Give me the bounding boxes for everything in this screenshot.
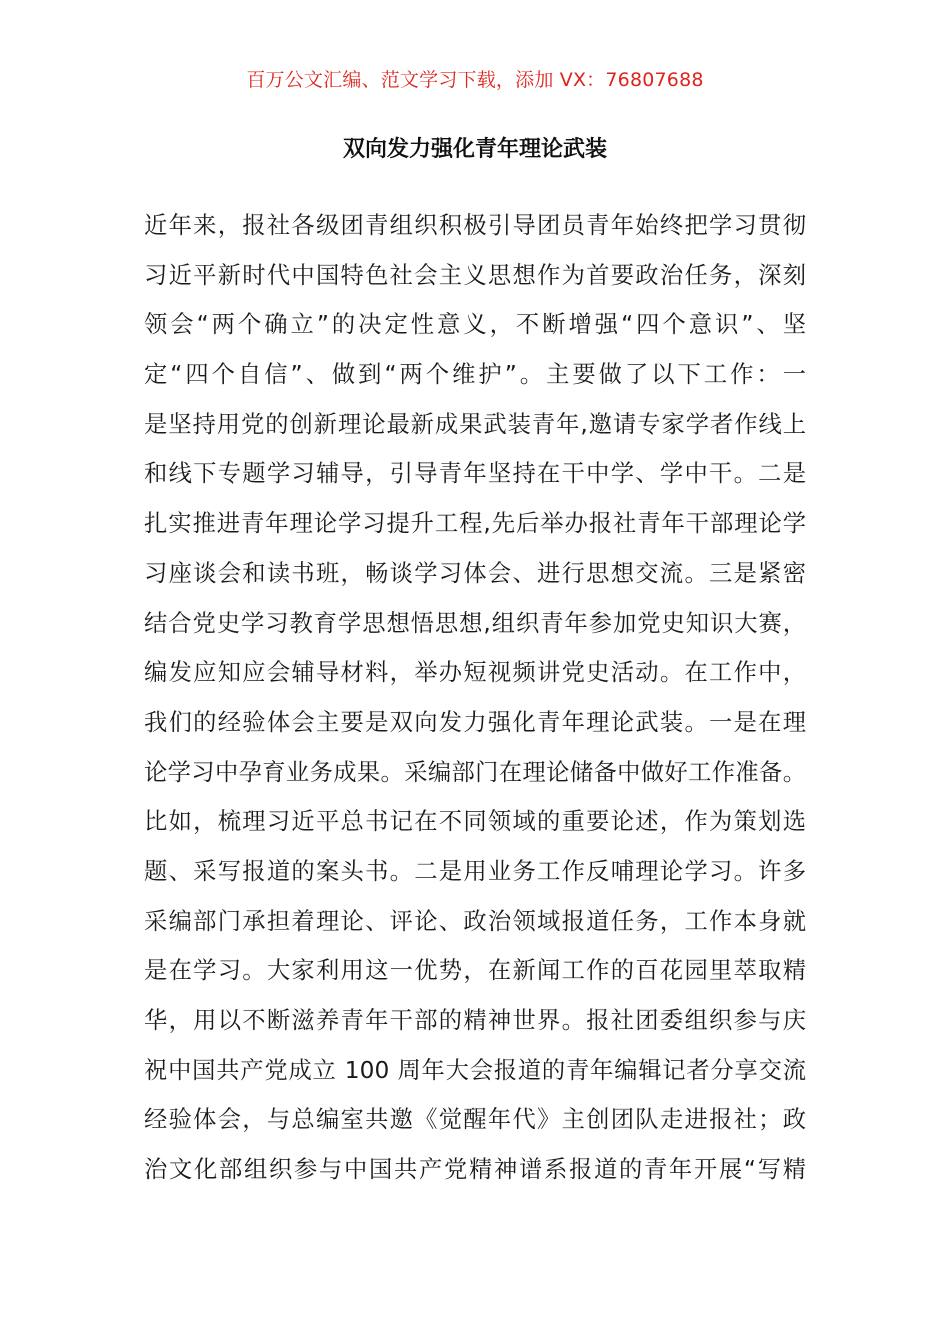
body-line: 和线下专题学习辅导，引导青年坚持在干中学、学中干。二是 — [144, 460, 806, 488]
body-line: 习座谈会和读书班，畅谈学习体会、进行思想交流。三是紧密 — [144, 559, 806, 587]
document-body — [144, 206, 806, 1200]
body-line: 治文化部组织参与中国共产党精神谱系报道的青年开展“写精 — [144, 1156, 806, 1184]
body-line: 定“四个自信”、做到“两个维护”。主要做了以下工作：一 — [144, 361, 806, 389]
body-line: 题、采写报道的案头书。二是用业务工作反哺理论学习。许多 — [144, 857, 806, 885]
document-title: 双向发力强化青年理论武装 — [342, 137, 607, 162]
body-line: 华，用以不断滋养青年干部的精神世界。报社团委组织参与庆 — [144, 1007, 806, 1034]
body-line: 是在学习。大家利用这一优势，在新闻工作的百花园里萃取精 — [144, 957, 806, 985]
body-line: 编发应知应会辅导材料，举办短视频讲党史活动。在工作中， — [144, 659, 806, 687]
body-line: 祝中国共产党成立 100 周年大会报道的青年编辑记者分享交流 — [144, 1056, 806, 1084]
body-line: 扎实推进青年理论学习提升工程,先后举办报社青年干部理论学 — [144, 510, 806, 538]
body-line: 经验体会，与总编室共邀《觉醒年代》主创团队走进报社；政 — [144, 1106, 806, 1134]
body-line: 结合党史学习教育学思想悟思想,组织青年参加党史知识大赛， — [144, 609, 806, 637]
body-line: 近年来，报社各级团青组织积极引导团员青年始终把学习贯彻 — [144, 212, 806, 239]
body-line: 论学习中孕育业务成果。采编部门在理论储备中做好工作准备。 — [144, 758, 806, 786]
header-banner: 百万公文汇编、范文学习下载，添加 VX：76807688 — [246, 69, 704, 91]
body-line: 领会“两个确立”的决定性意义，不断增强“四个意识”、坚 — [144, 311, 806, 339]
body-line: 比如，梳理习近平总书记在不同领域的重要论述，作为策划选 — [144, 808, 806, 836]
body-line: 我们的经验体会主要是双向发力强化青年理论武装。一是在理 — [144, 708, 806, 736]
body-line: 习近平新时代中国特色社会主义思想作为首要政治任务，深刻 — [144, 261, 806, 289]
body-line: 采编部门承担着理论、评论、政治领域报道任务，工作本身就 — [144, 907, 806, 935]
body-line: 是坚持用党的创新理论最新成果武装青年,邀请专家学者作线上 — [144, 410, 806, 438]
